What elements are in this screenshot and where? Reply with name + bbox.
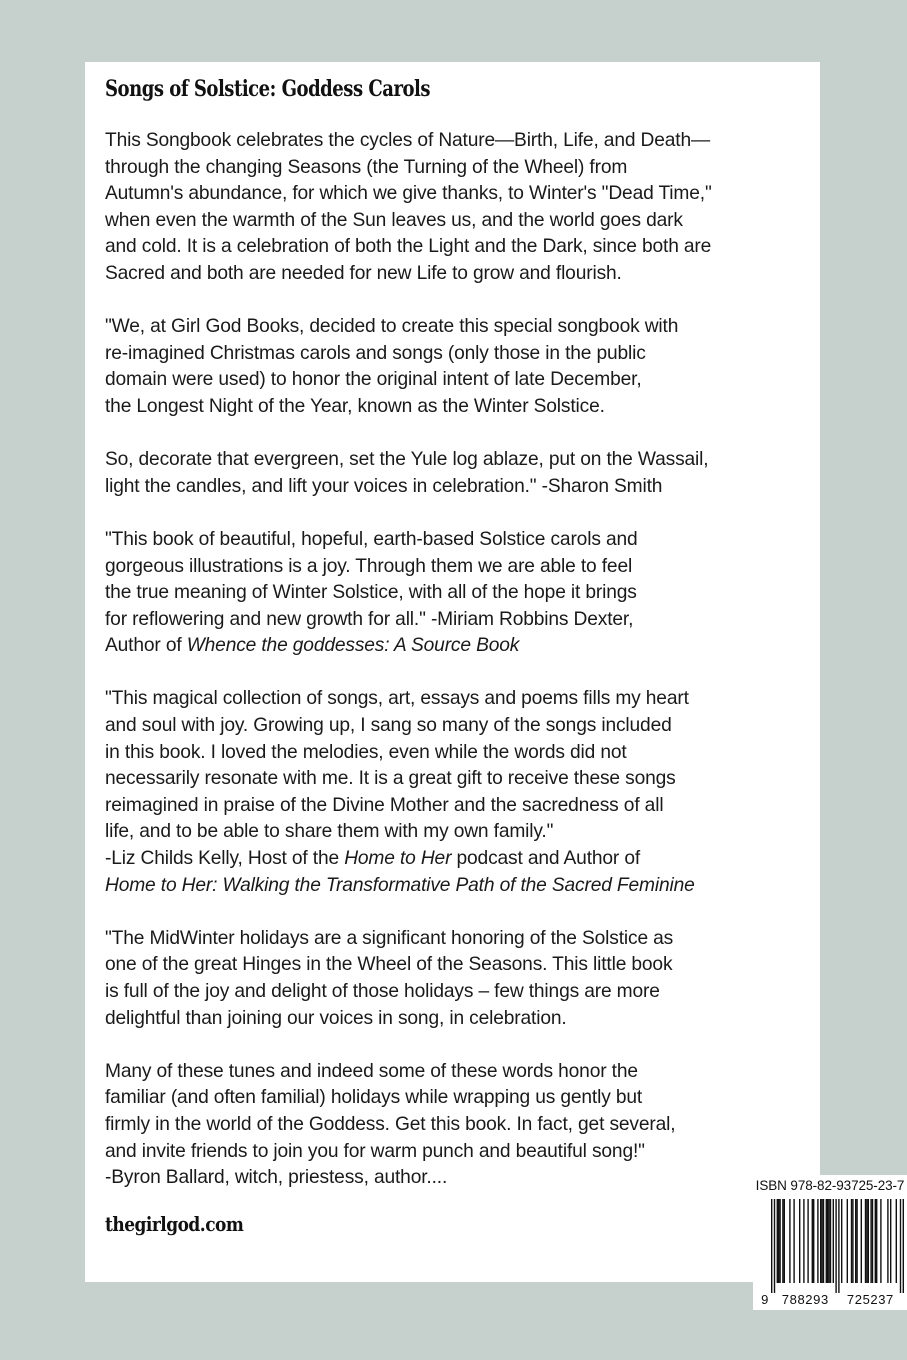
text-line <box>105 846 805 873</box>
barcode-bar <box>876 1199 877 1283</box>
barcode-bar <box>903 1199 904 1293</box>
cover-text-body <box>105 128 805 1218</box>
text-line <box>105 952 805 979</box>
text-line <box>105 580 805 607</box>
barcode-bar <box>890 1199 891 1283</box>
barcode-bar <box>870 1199 871 1283</box>
barcode-bar <box>866 1199 867 1283</box>
barcode-bar <box>803 1199 804 1283</box>
back-cover-panel <box>85 62 820 1282</box>
text-line <box>105 1059 805 1086</box>
barcode-bar <box>823 1199 824 1283</box>
barcode-bar <box>789 1199 790 1283</box>
barcode-bar <box>833 1199 834 1283</box>
text-line <box>105 633 805 660</box>
line-text: domain were used) to honor the original intent of late December, <box>105 369 642 391</box>
text-line <box>105 979 805 1006</box>
line-text: "This book of beautiful, hopeful, earth-based Solstice carols and <box>105 528 638 550</box>
barcode-bar <box>782 1199 783 1283</box>
barcode-bar <box>777 1199 778 1283</box>
barcode-bar <box>868 1199 869 1283</box>
line-text: Many of these tunes and indeed some of these words honor the <box>105 1060 638 1082</box>
line-text: and invite friends to join you for warm punch and beautiful song!" <box>105 1140 645 1162</box>
barcode-bar <box>872 1199 873 1283</box>
line-text: re-imagined Christmas carols and songs (only those in the public <box>105 342 646 364</box>
text-line <box>105 686 805 713</box>
paragraph <box>105 1059 805 1192</box>
text-line <box>105 155 805 182</box>
paragraph <box>105 686 805 899</box>
barcode-bar <box>817 1199 818 1283</box>
barcode-bar <box>852 1199 853 1283</box>
text-line <box>105 527 805 554</box>
line-text: "This magical collection of songs, art, essays and poems fills my heart <box>105 688 689 710</box>
barcode-bar <box>861 1199 862 1283</box>
text-line <box>105 314 805 341</box>
line-text: reimagined in praise of the Divine Mother and the sacredness of all <box>105 794 664 816</box>
paragraph <box>105 128 805 288</box>
isbn-barcode-box <box>753 1175 907 1310</box>
barcode-bar <box>799 1199 800 1283</box>
barcode-bar <box>875 1199 876 1283</box>
barcode-bar <box>812 1199 813 1283</box>
barcode-graphic <box>753 1175 907 1310</box>
line-text: Author of <box>105 635 187 657</box>
line-text: the Longest Night of the Year, known as the Winter Solstice. <box>105 395 605 417</box>
barcode-bar <box>841 1199 842 1283</box>
paragraph <box>105 527 805 660</box>
barcode-bar <box>771 1199 772 1293</box>
barcode-bar <box>855 1199 856 1283</box>
paragraph <box>105 447 805 500</box>
barcode-bar <box>778 1199 779 1283</box>
text-line <box>105 367 805 394</box>
line-text: Autumn's abundance, for which we give thanks, to Winter's "Dead Time," <box>105 183 712 205</box>
barcode-bar <box>779 1199 780 1283</box>
text-line <box>105 740 805 767</box>
text-line <box>105 873 805 900</box>
barcode-bar <box>880 1199 881 1283</box>
paragraph <box>105 926 805 1032</box>
line-text: Sacred and both are needed for new Life to grow and flourish. <box>105 262 622 284</box>
line-text: necessarily resonate with me. It is a great gift to receive these songs <box>105 768 676 790</box>
line-text: in this book. I loved the melodies, even while the words did not <box>105 741 627 763</box>
text-line <box>105 1006 805 1033</box>
barcode-bar <box>827 1199 828 1283</box>
line-text: gorgeous illustrations is a joy. Through them we are able to feel <box>105 555 633 577</box>
line-text: -Liz Childs Kelly, Host of the <box>105 848 345 870</box>
barcode-bar <box>828 1199 829 1283</box>
text-line <box>105 713 805 740</box>
text-line <box>105 341 805 368</box>
barcode-bar <box>900 1199 901 1293</box>
barcode-digits: 725237 <box>846 1292 894 1307</box>
line-text: delightful than joining our voices in song, in celebration. <box>105 1007 567 1029</box>
text-line <box>105 554 805 581</box>
line-text: firmly in the world of the Goddess. Get this book. In fact, get several, <box>105 1113 676 1135</box>
barcode-bar <box>807 1199 808 1283</box>
line-text: one of the great Hinges in the Wheel of the Seasons. This little book <box>105 954 673 976</box>
barcode-bar <box>847 1199 848 1283</box>
italic-title-text: Home to Her: Walking the Transformative Path of the Sacred Feminine <box>105 874 695 896</box>
line-text: the true meaning of Winter Solstice, with all of the hope it brings <box>105 582 637 604</box>
text-line <box>105 1165 805 1192</box>
line-text: is full of the joy and delight of those holidays – few things are more <box>105 981 660 1002</box>
text-line <box>105 261 805 288</box>
text-line <box>105 234 805 261</box>
line-text: and cold. It is a celebration of both the Light and the Dark, since both are <box>105 236 712 258</box>
line-text: podcast and Author of <box>451 848 641 870</box>
isbn-label: ISBN 978-82-93725-23-7 <box>755 1178 905 1193</box>
website-url: thegirlgod.com <box>105 1212 244 1236</box>
text-line <box>105 1139 805 1166</box>
text-line <box>105 766 805 793</box>
text-line <box>105 607 805 634</box>
barcode-bar <box>826 1199 827 1283</box>
line-text: light the candles, and lift your voices in celebration." -Sharon Smith <box>105 475 663 497</box>
text-line <box>105 181 805 208</box>
barcode-bar <box>793 1199 794 1283</box>
text-line <box>105 1112 805 1139</box>
barcode-digits: 9 <box>761 1292 769 1307</box>
text-line <box>105 926 805 953</box>
text-line <box>105 208 805 235</box>
paragraph <box>105 314 805 420</box>
book-title: Songs of Solstice: Goddess Carols <box>105 76 431 102</box>
line-text: when even the warmth of the Sun leaves us, and the world goes dark <box>105 209 683 231</box>
barcode-bar <box>774 1199 775 1293</box>
barcode-bar <box>851 1199 852 1283</box>
barcode-bar <box>835 1199 836 1293</box>
text-line <box>105 128 805 155</box>
barcode-bar <box>813 1199 814 1283</box>
line-text: -Byron Ballard, witch, priestess, author.... <box>105 1167 448 1189</box>
text-line <box>105 793 805 820</box>
line-text: "We, at Girl God Books, decided to create this special songbook with <box>105 316 679 338</box>
barcode-bar <box>821 1199 822 1283</box>
text-line <box>105 447 805 474</box>
barcode-bar <box>865 1199 866 1283</box>
text-line <box>105 1085 805 1112</box>
italic-title-text: Whence the goddesses: A Source Book <box>186 635 520 657</box>
barcode-bar <box>784 1199 785 1283</box>
line-text: for reflowering and new growth for all." -Miriam Robbins Dexter, <box>105 608 634 630</box>
line-text: This Songbook celebrates the cycles of Nature—Birth, Life, and Death— <box>105 130 711 151</box>
line-text: So, decorate that evergreen, set the Yule log ablaze, put on the Wassail, <box>105 449 709 471</box>
barcode-bar <box>887 1199 888 1283</box>
text-line <box>105 474 805 501</box>
italic-title-text: Home to Her <box>344 848 452 870</box>
text-line <box>105 394 805 421</box>
line-text: "The MidWinter holidays are a significant honoring of the Solstice as <box>105 927 674 949</box>
line-text: through the changing Seasons (the Turning of the Wheel) from <box>105 156 628 178</box>
line-text: life, and to be able to share them with my own family." <box>105 821 554 843</box>
line-text: familiar (and often familial) holidays while wrapping us gently but <box>105 1087 643 1109</box>
barcode-bar <box>820 1199 821 1283</box>
barcode-bar <box>830 1199 831 1283</box>
text-line <box>105 819 805 846</box>
line-text: and soul with joy. Growing up, I sang so many of the songs included <box>105 715 672 737</box>
barcode-digits: 788293 <box>781 1292 829 1307</box>
barcode-bar <box>838 1199 839 1293</box>
barcode-bar <box>896 1199 897 1283</box>
barcode-bar <box>856 1199 857 1283</box>
